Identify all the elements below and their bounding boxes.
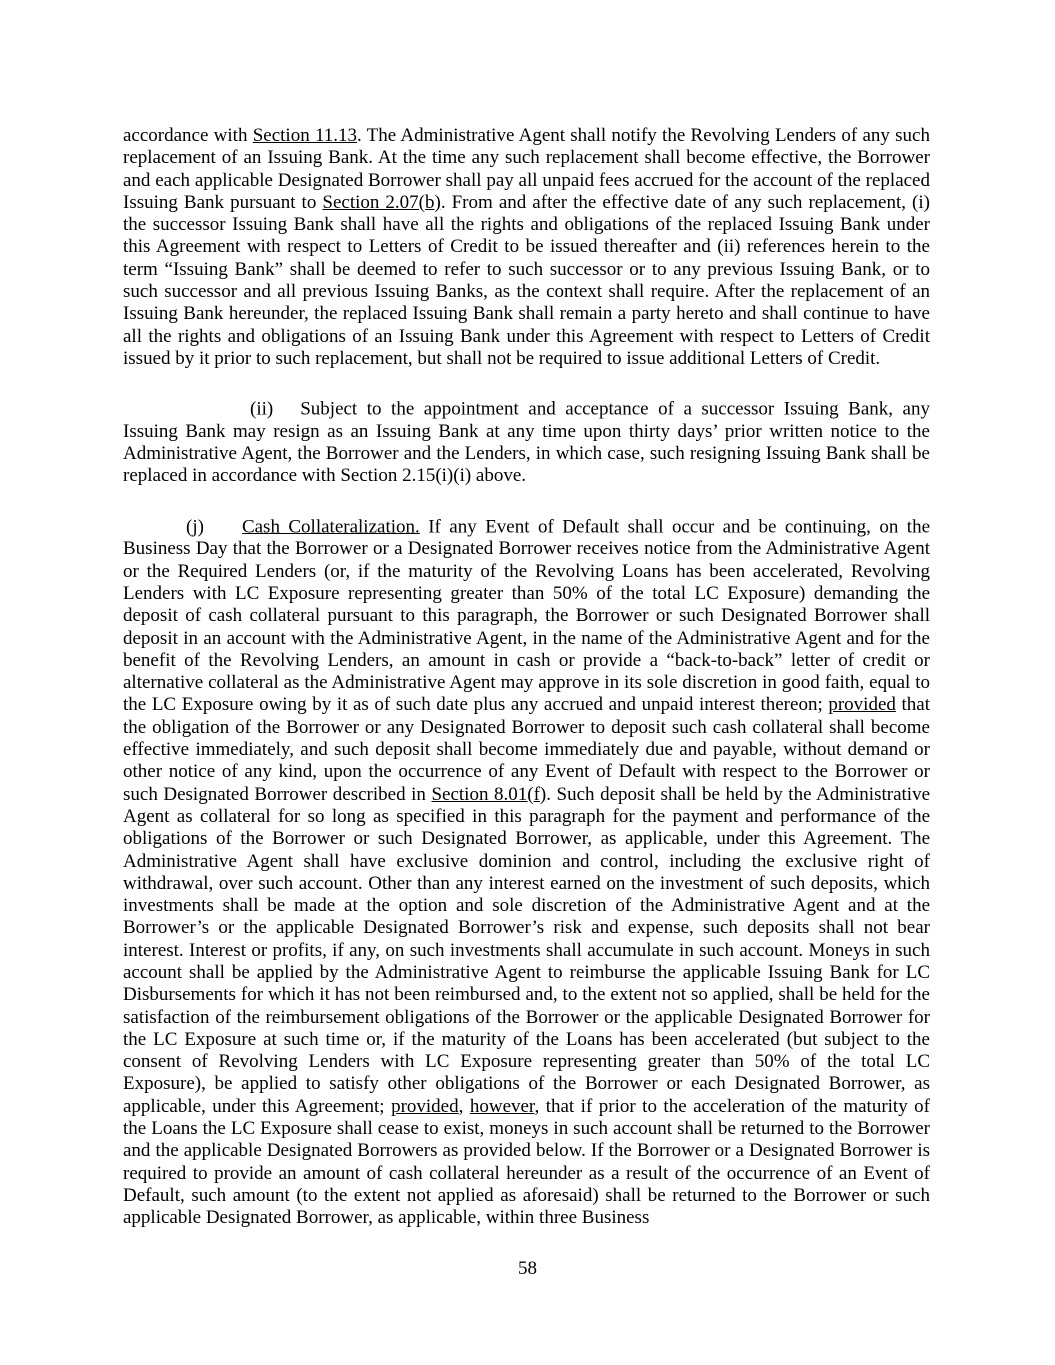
page-number: 58 bbox=[518, 1258, 537, 1279]
page-footer bbox=[0, 1258, 1055, 1280]
paragraph-j-cash-collateralization: (j) Cash Collateralization. If any Event of Default shall occur and be continuing, on the Business Day that the Borrower or a Designated Borrower receives notice from the Administrative Agent or the Required Lenders (or, if the maturity of the Revolving Loans has been accelerated, Revolving Lenders with LC Exposure representing greater than 50% of the total LC Exposure) demanding the deposit of cash collateral pursuant to this paragraph, the Borrower or such Designated Borrower shall deposit in an account with the Administrative Agent, in the name of the Administrative Agent and for the benefit of the Revolving Lenders, an amount in cash or provide a “back-to-back” letter of credit or alternative collateral as the Administrative Agent may approve in its sole discretion in good faith, equal to the LC Exposure owing by it as of such date plus any accrued and unpaid interest thereon; provided that the obligation of the Borrower or any Designated Borrower to deposit such cash collateral shall become effective immediately, and such deposit shall become immediately due and payable, without demand or other notice of any kind, upon the occurrence of any Event of Default with respect to the Borrower or such Designated Borrower described in Section 8.01(f). Such deposit shall be held by the Administrative Agent as collateral for so long as specified in this paragraph for the payment and performance of the obligations of the Borrower or such Designated Borrower, as applicable, under this Agreement. The Administrative Agent shall have exclusive dominion and control, including the exclusive right of withdrawal, over such account. Other than any interest earned on the investment of such deposits, which investments shall be made at the option and sole discretion of the Administrative Agent and at the Borrower’s or the applicable Designated Borrower’s risk and expense, such deposits shall not bear interest. Interest or profits, if any, on such investments shall accumulate in such account. Moneys in such account shall be applied by the Administrative Agent to reimburse the applicable Issuing Bank for LC Disbursements for which it has not been reimbursed and, to the extent not so applied, shall be held for the satisfaction of the reimbursement obligations of the Borrower or the applicable Designated Borrower for the LC Exposure at such time or, if the maturity of the Loans has been accelerated (but subject to the consent of Revolving Lenders with LC Exposure representing greater than 50% of the total LC Exposure), be applied to satisfy other obligations of the Borrower or each Designated Borrower, as applicable, under this Agreement; provided, however, that if prior to the acceleration of the maturity of the Loans the LC Exposure shall cease to exist, moneys in such account shall be returned to the Borrower and the applicable Designated Borrowers as provided below. If the Borrower or a Designated Borrower is required to provide an amount of cash collateral hereunder as a result of the occurrence of an Event of Default, such amount (to the extent not applied as aforesaid) shall be returned to the Borrower or such applicable Designated Borrower, as applicable, within three Business bbox=[123, 516, 931, 1229]
document-body bbox=[123, 125, 930, 1230]
paragraph-ii-issuing-bank-resignation: (ii) Subject to the appointment and acceptance of a successor Issuing Bank, any Issuing Bank may resign as an Issuing Bank at any time upon thirty days’ prior written notice to the Administrative Agent, the Borrower and the Lenders, in which case, such resigning Issuing Bank shall be replaced in accordance with Section 2.15(i)(i) above. bbox=[123, 398, 930, 487]
paragraph-issuing-bank-replacement: accordance with Section 11.13. The Administrative Agent shall notify the Revolving Lenders of any such replacement of an Issuing Bank. At the time any such replacement shall become effective, the Borrower and each applicable Designated Borrower shall pay all unpaid fees accrued for the account of the replaced Issuing Bank pursuant to Section 2.07(b). From and after the effective date of any such replacement, (i) the successor Issuing Bank shall have all the rights and obligations of the replaced Issuing Bank under this Agreement with respect to Letters of Credit to be issued thereafter and (ii) references herein to the term “Issuing Bank” shall be deemed to refer to such successor or to any previous Issuing Bank, or to such successor and all previous Issuing Banks, as the context shall require. After the replacement of an Issuing Bank hereunder, the replaced Issuing Bank shall remain a party hereto and shall continue to have all the rights and obligations of an Issuing Bank under this Agreement with respect to Letters of Credit issued by it prior to such replacement, but shall not be required to issue additional Letters of Credit. bbox=[123, 125, 930, 369]
